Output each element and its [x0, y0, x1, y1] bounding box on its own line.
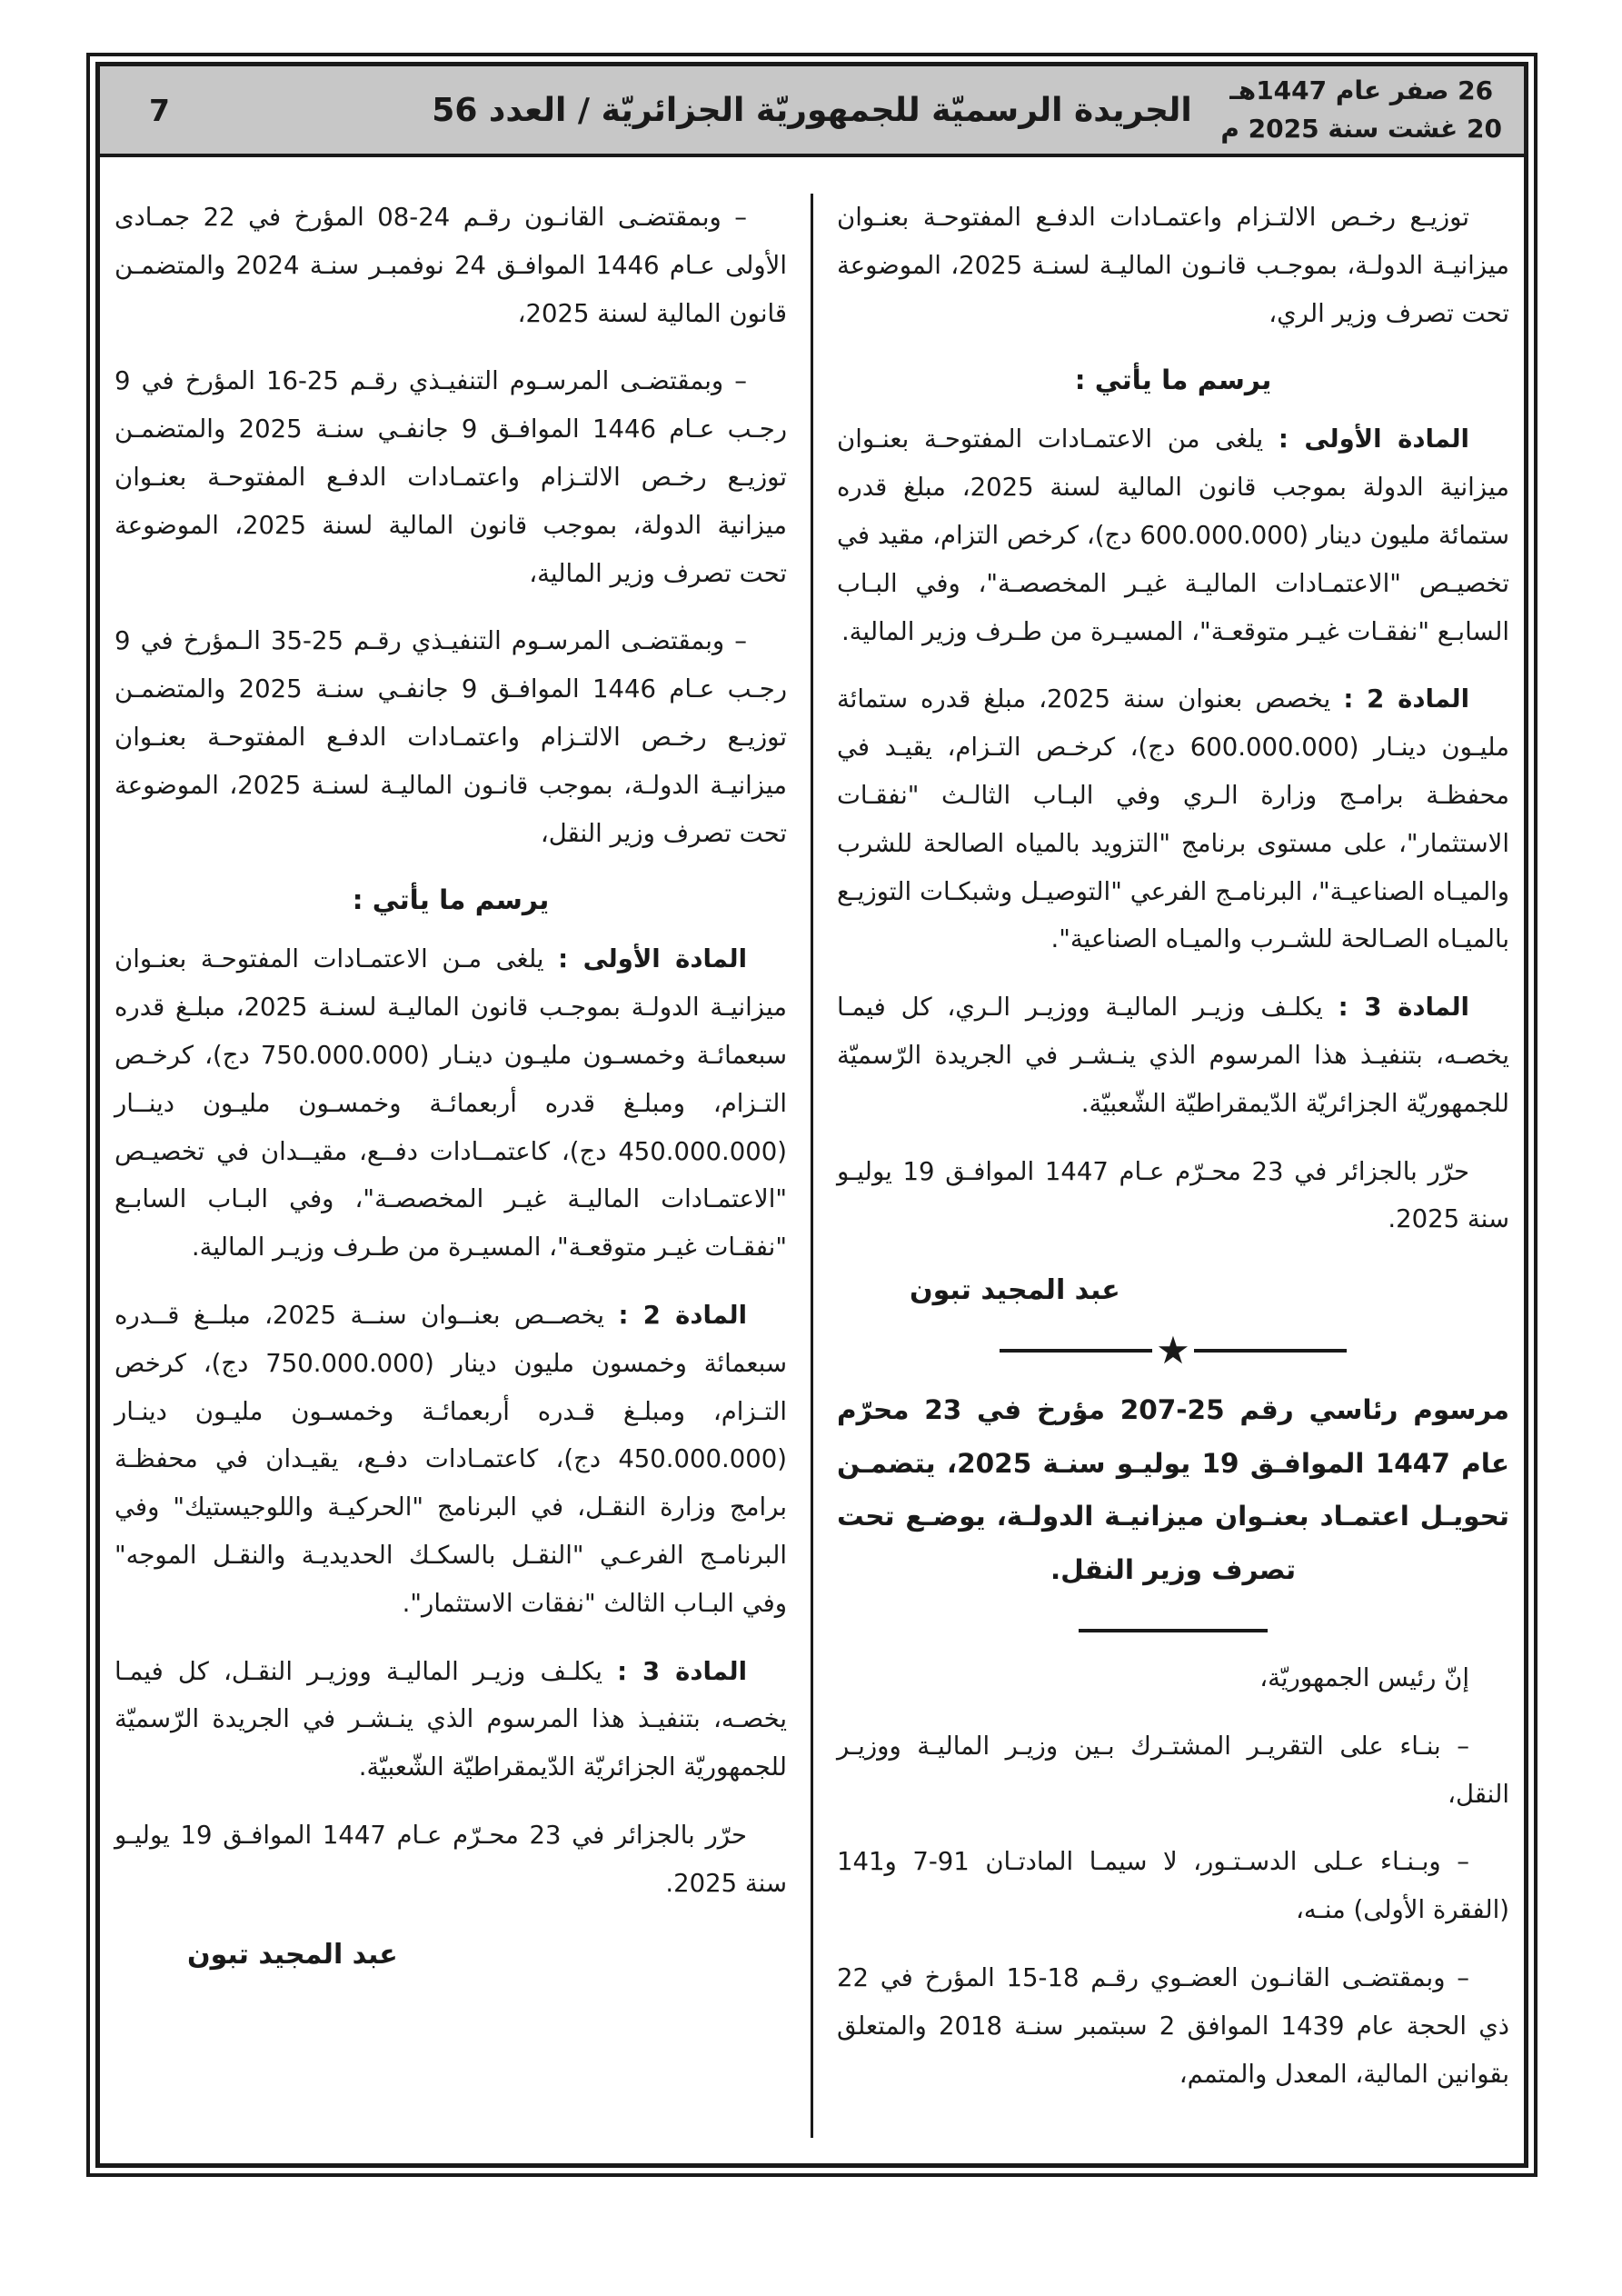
article-2-lead: المادة 2 : — [618, 1300, 748, 1330]
article-3-lead: المادة 3 : — [1338, 993, 1469, 1023]
star-separator — [837, 1328, 1509, 1373]
preamble-item: – وبمقتضـى القانـون رقـم 24‏-‏08 المؤرخ في 22 جمـادى الأولى عـام 1446 الموافـق 24 نوفمبـر سنـة 2024 والمتضمـن قانون المالية لسنة 2025، — [114, 203, 787, 328]
star-icon: ★ — [1156, 1328, 1190, 1373]
preamble-item: – وبمقتضـى المرسـوم التنفيـذي رقـم 25‏-‏16 المؤرخ في 9 رجـب عـام 1446 الموافـق 9 جانفـي سنـة 2025 والمتضمـن توزيـع رخـص الالتـزام واعتمـادات الدفـع المفتوحـة بعنـوان ميزانية الدولة، بموجب قانون المالية لسنة 2025، الموضوعة تحت تصرف وزير المالية، — [114, 366, 787, 588]
page-frame-inner — [95, 62, 1528, 2168]
header-dates — [1220, 72, 1502, 148]
article-1-text: يلغى من الاعتمـادات المفتوحـة بعنـوان ميزانية الدولة بموجب قانون المالية لسنة 2025، مبلغ قدره ستمائة مليون دينار (600.000.000 دج)، كرخص التزام، مقيد في تخصيـص "الاعتمـادات الماليـة غيـر المخصصـة"، وفي البـاب السابـع "نفقـات غيـر متوقعـة"، المسيـرة من طـرف وزير المالية. — [837, 424, 1510, 646]
date-gregorian: 20 غشت سنة 2025 م — [1220, 114, 1502, 144]
signing-place-date: حرّر بالجزائر في 23 محـرّم عـام 1447 الموافـق 19 يوليـو سنة 2025. — [837, 1156, 1509, 1234]
article-1 — [114, 935, 787, 1272]
date-hijri: 26 صفر عام 1447هـ — [1229, 75, 1494, 105]
preamble-intro: إنّ رئيس الجمهوريّة، — [1259, 1662, 1469, 1692]
page-number: 7 — [149, 92, 170, 128]
signing-place-date: حرّر بالجزائر في 23 محـرّم عـام 1447 الموافـق 19 يوليـو سنة 2025. — [114, 1820, 787, 1898]
separator-line — [1000, 1349, 1152, 1353]
column-divider — [811, 194, 813, 2138]
column-left — [114, 194, 811, 2149]
article-3-text: يكلـف وزيـر الماليـة ووزيـر النقـل، كل فيمـا يخصـه، بتنفيـذ هذا المرسوم الذي ينـشـر في الجريدة الرّسميّة للجمهوريّة الجزائريّة الدّيمقراطيّة الشّعبيّة. — [114, 1656, 787, 1782]
section-separator-line — [1079, 1629, 1268, 1632]
article-1-text: يلغى مـن الاعتمـادات المفتوحـة بعنـوان ميزانيـة الدولـة بموجـب قانون الماليـة لسنـة 2025، مبلـغ قدره سبعمائـة وخمسـون مليـون دينـار (750.000.000 دج)، كرخـص التـزام، ومبلـغ قدره أربعمائـة وخمسـون مليـون دينــار (450.000.000 دج)، كاعتمــادات دفــع، مقيــدان في تخصيـص "الاعتمـادات الماليـة غيـر المخصصـة"، وفي البـاب السابـع "نفقـات غيـر متوقعـة"، المسيـرة من طـرف وزيـر المالية. — [114, 944, 788, 1263]
gazette-title: الجريدة الرسميّة للجمهوريّة الجزائريّة / العدد 56 — [432, 91, 1192, 129]
article-1 — [837, 415, 1509, 655]
article-2 — [114, 1292, 787, 1628]
article-3 — [837, 983, 1509, 1127]
page-header — [100, 66, 1524, 157]
signature-president: عبد المجيد تبون — [910, 1274, 1120, 1307]
article-2-text: يخصــص بعنــوان سنــة 2025، مبلــغ قــدره سبعمائة وخمسون مليون دينار (750.000.000 دج)، كرخص التـزام، ومبلـغ قـدره أربعمائـة وخمسـون مليـون دينـار (450.000.000 دج)، كاعتمـادات دفـع، يقيـدان في محفظـة برامج وزارة النقـل، في البرنامج "الحركيـة واللوجيستيك" وفي البرنامـج الفرعـي "النقـل بالسكـك الحديديـة والنقـل الموجه" وفي البـاب الثالث "نفقات الاستثمار". — [114, 1300, 787, 1618]
article-1-lead: المادة الأولى : — [1278, 424, 1469, 454]
preamble-item: – وبمقتضـى القانـون العضـوي رقـم 18‏-‏15 المؤرخ في 22 ذي الحجة عام 1439 الموافق 2 سبتمبر سنـة 2018 والمتعلق بقوانين المالية، المعدل والمتمم، — [837, 1962, 1510, 2089]
enactment-heading: يرسم ما يأتي : — [352, 884, 550, 916]
article-3-lead: المادة 3 : — [617, 1656, 748, 1686]
preamble-item: – وبـنـاء عـلى الدسـتـور، لا سيمـا المادتـان 91‏-‏7 و141 (الفقرة الأولى) منـه، — [837, 1847, 1509, 1925]
article-3 — [114, 1648, 787, 1792]
preamble-item: – وبمقتضـى المرسـوم التنفيـذي رقـم 25‏-‏35 الـمؤرخ في 9 رجـب عـام 1446 الموافـق 9 جانفـي سنـة 2025 والمتضمـن توزيـع رخـص الالتـزام واعتمـادات الدفـع المفتوحـة بعنـوان ميزانيـة الدولـة، بموجب قانـون الماليـة لسنـة 2025، الموضوعة تحت تصرف وزير النقل، — [114, 626, 788, 848]
enactment-heading: يرسم ما يأتي : — [1074, 364, 1272, 396]
separator-line — [1194, 1349, 1347, 1353]
preamble-item: – بنـاء على التقريـر المشتـرك بـين وزيـر الماليـة ووزيـر النقل، — [837, 1731, 1509, 1809]
article-2-lead: المادة 2 : — [1343, 684, 1470, 714]
paragraph-decree-intro-tail: توزيـع رخـص الالتـزام واعتمـادات الدفـع المفتوحـة بعنـوان ميزانيـة الدولـة، بموجـب قانـون الماليـة لسنـة 2025، الموضوعة تحت تصرف وزير الري، — [837, 203, 1509, 328]
next-decree-title: مرسوم رئاسي رقم 25‏-‏207 مؤرخ في 23 محرّم عام 1447 الموافـق 19 يوليـو سنـة 2025، يتضمـن تحويـل اعتمـاد بعنـوان ميزانيـة الدولـة، يوضـع تحت تصرف وزير النقل. — [837, 1394, 1510, 1585]
page-content — [100, 157, 1524, 2163]
signature-president: عبد المجيد تبون — [187, 1938, 398, 1971]
article-2-text: يخصص بعنوان سنة 2025، مبلغ قدره ستمائة مليـون دينـار (600.000.000 دج)، كرخـص التـزام، يقيـد في محفظـة برامـج وزارة الـري وفي البـاب الثالـث "نفقـات الاستثمار"، على مستوى برنامج "التزويد بالمياه الصالحة للشرب والميـاه الصناعيـة"، البرنامـج الفرعي "التوصيـل وشبكـات التوزيـع بالميـاه الصـالحة للشـرب والميـاه الصناعية". — [837, 684, 1510, 954]
column-right — [813, 194, 1509, 2149]
article-3-text: يكلـف وزيـر الماليـة ووزيـر الـري، كل فيمـا يخصـه، بتنفيـذ هذا المرسوم الذي ينـشـر في الجريدة الرّسميّة للجمهوريّة الجزائريّة الدّيمقراطيّة الشّعبيّة. — [837, 993, 1509, 1118]
article-2 — [837, 675, 1509, 963]
page-frame — [86, 53, 1537, 2177]
article-1-lead: المادة الأولى : — [558, 944, 747, 974]
